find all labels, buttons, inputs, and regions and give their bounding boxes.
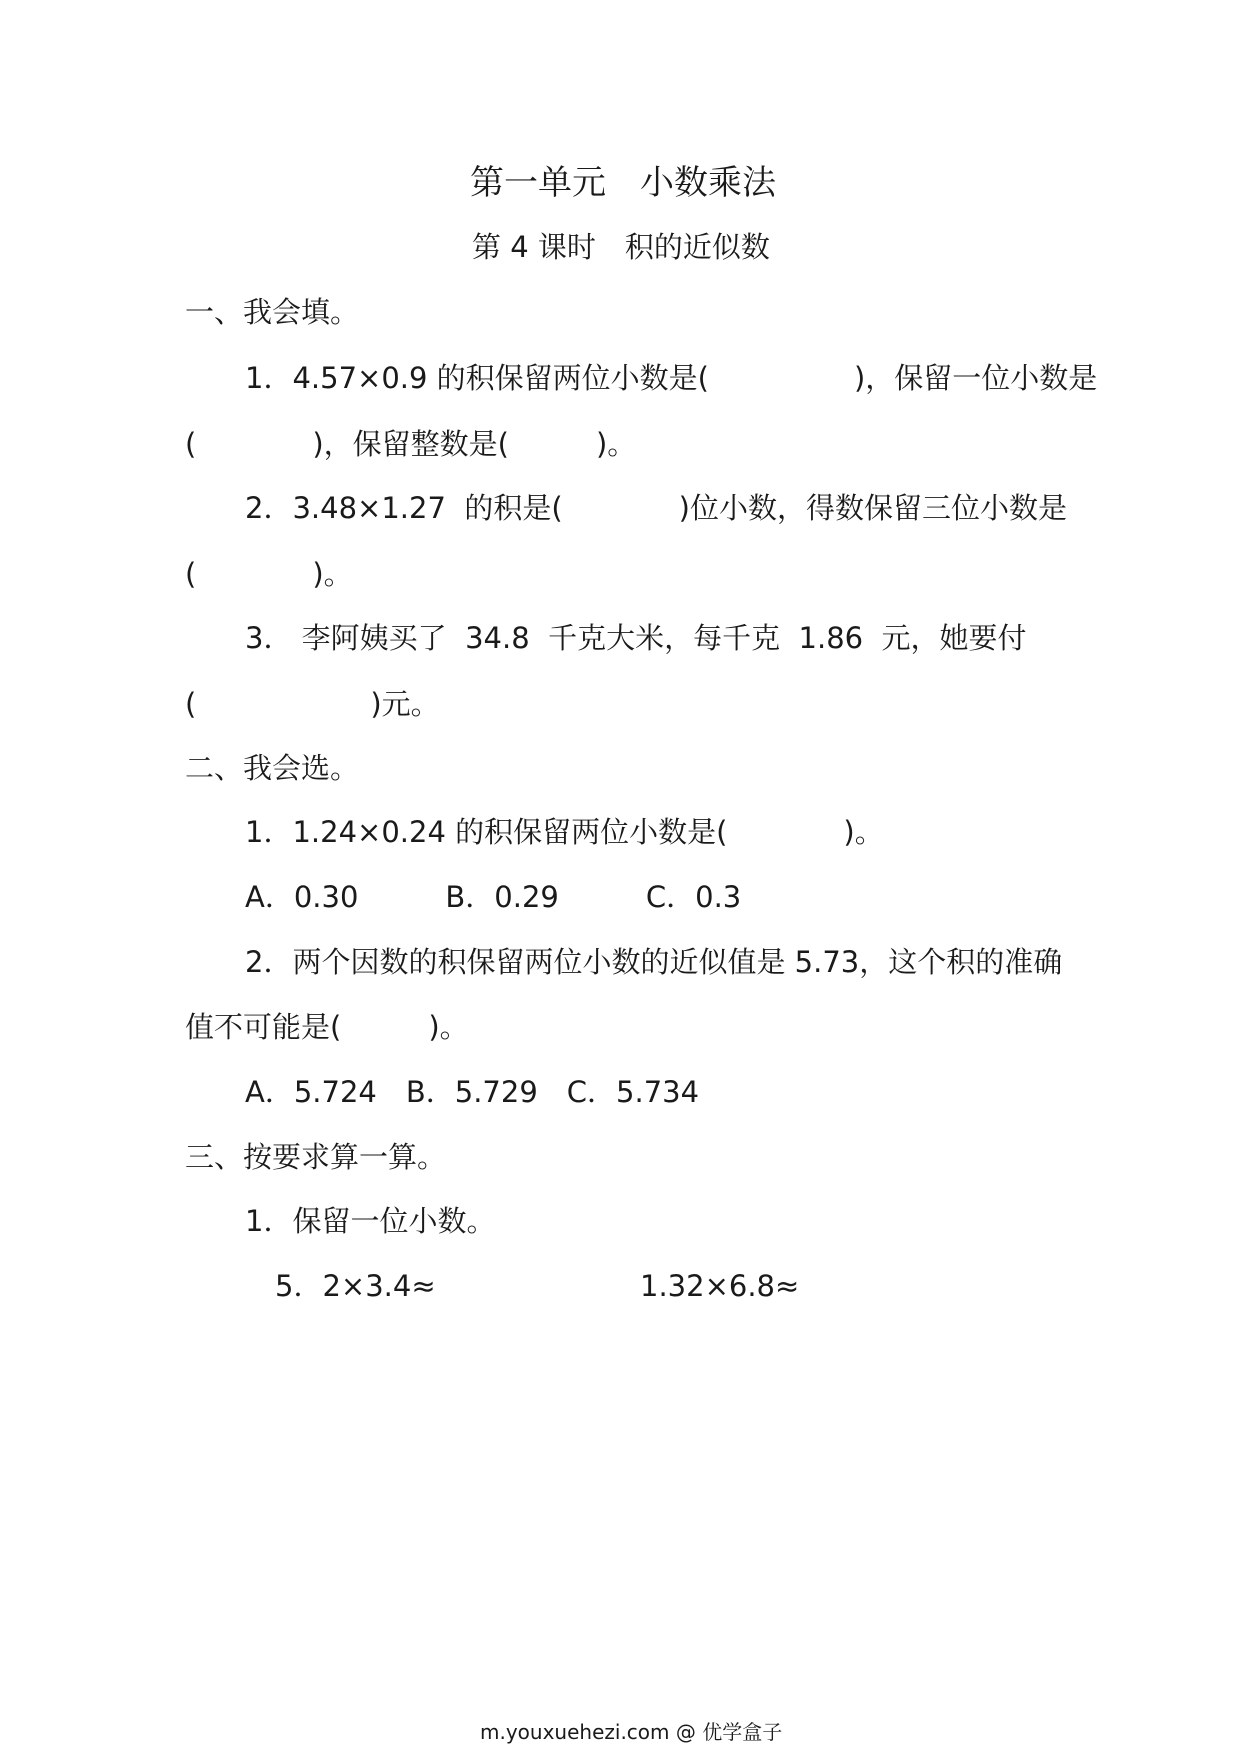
question-line: 3． 李阿姨买了 34.8 千克大米，每千克 1.86 元，她要付	[245, 621, 1027, 655]
expression: 1.32×6.8≈	[640, 1269, 800, 1303]
question-line: 2．3.48×1.27 的积是( )位小数，得数保留三位小数是	[245, 491, 1067, 525]
section-heading-choice: 二、我会选。	[185, 751, 360, 785]
question-line: 2．两个因数的积保留两位小数的近似值是 5.73，这个积的准确	[245, 945, 1063, 979]
page-subtitle: 第 4 课时 积的近似数	[472, 230, 770, 264]
question-line: ( )元。	[185, 687, 440, 721]
section-heading-calc: 三、按要求算一算。	[185, 1140, 447, 1174]
expression: 5．2×3.4≈	[275, 1269, 436, 1303]
question-line: ( )。	[185, 557, 353, 591]
page-title: 第一单元 小数乘法	[470, 163, 776, 203]
question-line: 1．1.24×0.24 的积保留两位小数是( )。	[245, 815, 884, 849]
question-line: ( )，保留整数是( )。	[185, 427, 637, 461]
option-line: A．5.724 B．5.729 C．5.734	[245, 1075, 700, 1109]
section-heading-fill: 一、我会填。	[185, 295, 360, 329]
question-line: 1．4.57×0.9 的积保留两位小数是( )，保留一位小数是	[245, 361, 1098, 395]
question-line: 1．保留一位小数。	[245, 1204, 496, 1238]
option-line: A．0.30 B．0.29 C．0.3	[245, 880, 742, 914]
question-line: 值不可能是( )。	[185, 1010, 469, 1044]
footer-watermark: m.youxuehezi.com @ 优学盒子	[480, 1720, 783, 1744]
